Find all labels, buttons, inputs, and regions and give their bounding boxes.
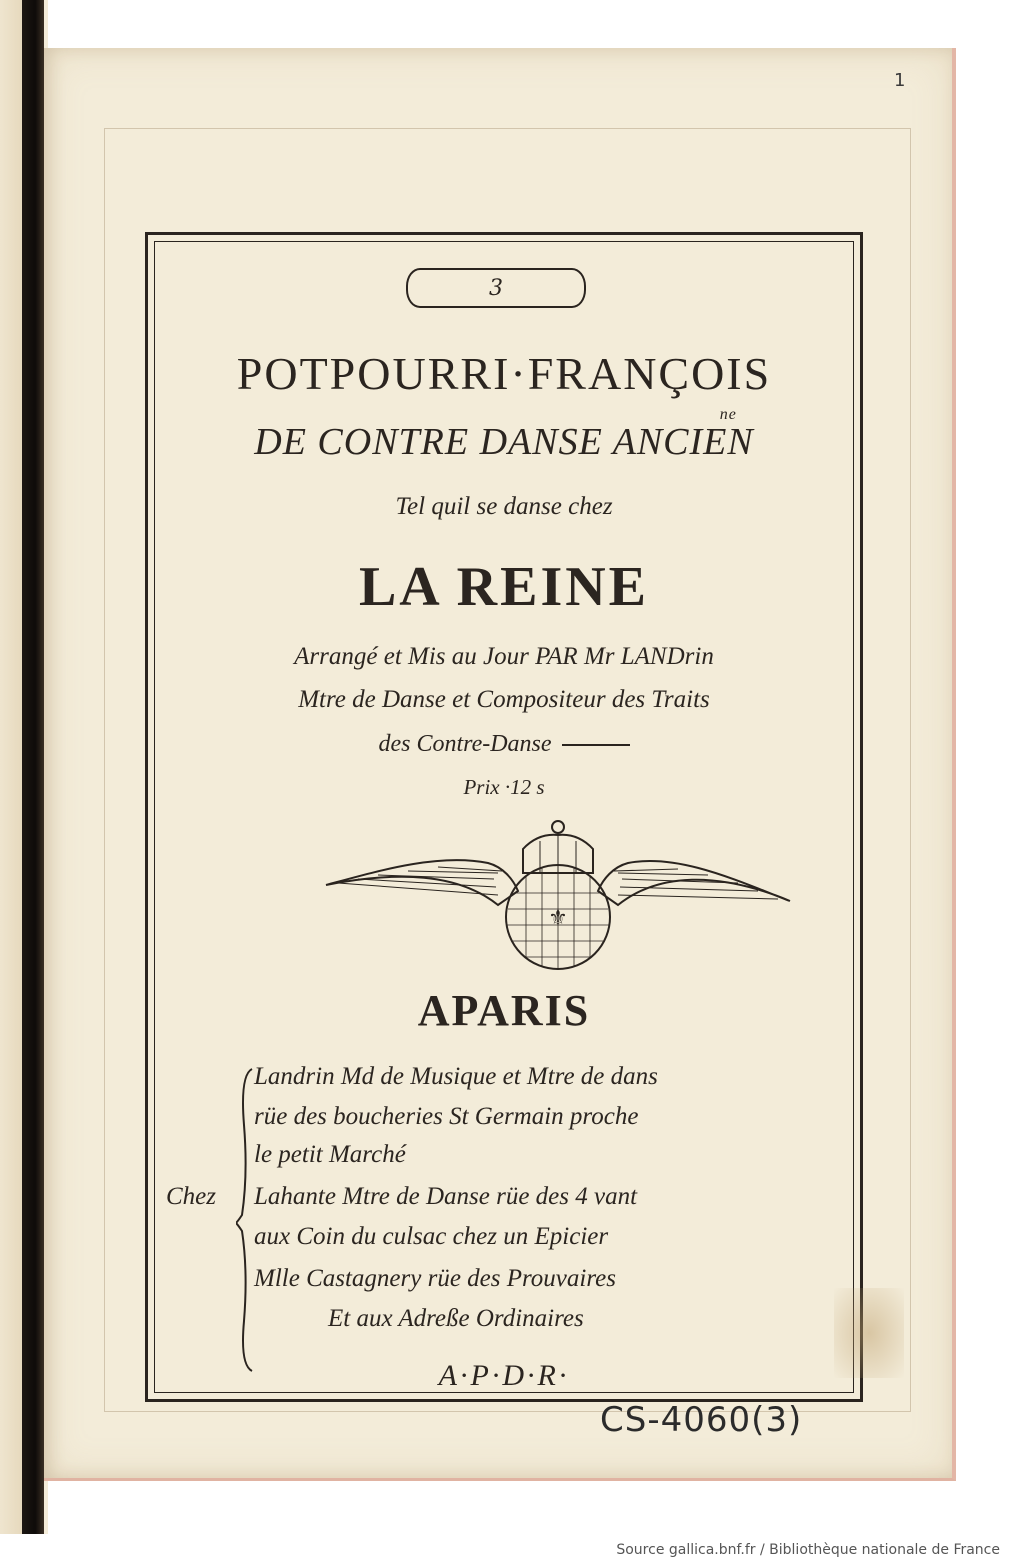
- address-line: le petit Marché: [254, 1141, 406, 1168]
- paper-stain: [834, 1288, 904, 1378]
- place-heading: APARIS: [417, 986, 591, 1035]
- address-brace: [236, 1065, 256, 1375]
- svg-text:⚜: ⚜: [548, 906, 568, 931]
- address-line: rüe des boucheries St Germain proche: [254, 1103, 639, 1130]
- subtitle-text: DE CONTRE DANSE ANCIEN: [254, 421, 754, 463]
- winged-crown-emblem: [318, 813, 798, 973]
- engraved-frame: [145, 232, 863, 1402]
- address-line: Mlle Castagnery rüe des Prouvaires: [254, 1265, 616, 1292]
- contre-danse-line: [148, 731, 860, 758]
- main-heading: LA REINE: [358, 556, 650, 618]
- source-credit: Source gallica.bnf.fr / Bibliothèque nationale de France: [616, 1542, 1000, 1558]
- folio-number: 1: [894, 70, 906, 91]
- subtitle-superscript: ne: [719, 406, 737, 423]
- privilege-mark: A·P·D·R·: [438, 1359, 570, 1392]
- plate-mark: [104, 128, 911, 1412]
- address-line: Landrin Md de Musique et Mtre de dans: [254, 1063, 658, 1090]
- shelfmark: CS-4060(3): [600, 1400, 803, 1440]
- arranger-line: Arrangé et Mis au Jour PAR Mr LANDrin: [294, 643, 714, 670]
- page-title: POTPOURRI·FRANÇOIS: [236, 348, 772, 399]
- subtitle: [148, 406, 860, 464]
- facing-page-edge: [0, 0, 22, 1534]
- price-line: Prix ·12 s: [463, 775, 545, 799]
- binding-spine: [22, 0, 44, 1534]
- flourish-dash: [562, 744, 630, 746]
- cartouche-number: 3: [489, 275, 503, 301]
- address-line: Lahante Mtre de Danse rüe des 4 vant: [254, 1183, 638, 1210]
- book-binding: [0, 0, 48, 1534]
- title-page: [44, 48, 956, 1481]
- address-line: Et aux Adreße Ordinaires: [328, 1305, 584, 1332]
- dedication-line: Tel quil se danse chez: [395, 493, 613, 520]
- address-line: aux Coin du culsac chez un Epicier: [254, 1223, 609, 1250]
- profession-line: Mtre de Danse et Compositeur des Traits: [298, 686, 710, 713]
- number-cartouche: [406, 268, 586, 308]
- chez-label: Chez: [166, 1183, 216, 1210]
- contre-danse-text: des Contre-Danse: [378, 731, 552, 757]
